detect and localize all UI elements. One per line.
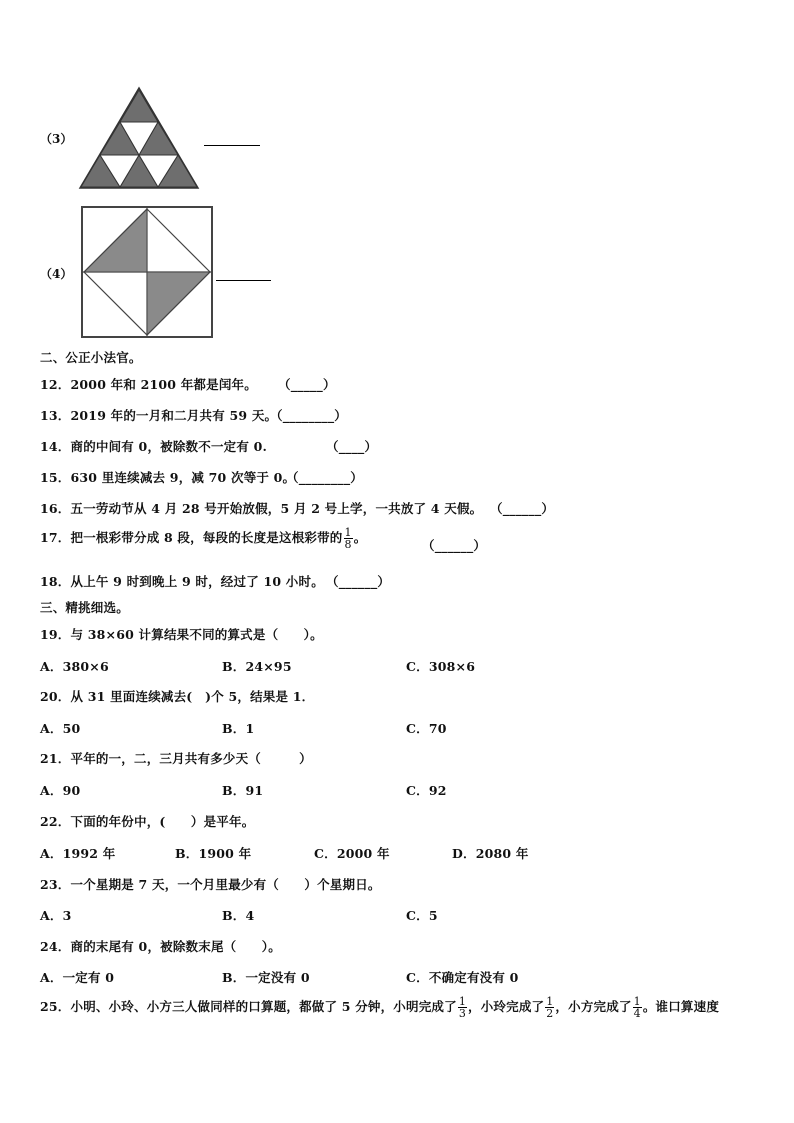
option-21-a[interactable]: A．90 [40, 783, 81, 798]
option-24-b[interactable]: B．一定没有 0 [222, 970, 310, 985]
question-21: 21．平年的一，二，三月共有多少天（ ） [40, 751, 312, 766]
answer-blank-18[interactable]: （______） [326, 574, 391, 589]
question-19: 19．与 38×60 计算结果不同的算式是（ ）。 [40, 627, 323, 642]
question-14: 14．商的中间有 0，被除数不一定有 0. [40, 439, 268, 454]
section-2-title: 二、公正小法官。 [40, 350, 142, 365]
section-3-title: 三、精挑细选。 [40, 600, 129, 615]
question-16: 16．五一劳动节从 4 月 28 号开始放假，5 月 2 号上学，一共放了 4 天假。 [40, 501, 483, 516]
option-24-a[interactable]: A．一定有 0 [40, 970, 115, 985]
fraction-one-half: $\frac{1}{2}$ [546, 995, 554, 1020]
question-24: 24．商的末尾有 0，被除数末尾（ ）。 [40, 939, 281, 954]
question-25-part-4: 。谁口算速度 [642, 999, 720, 1014]
option-19-b[interactable]: B．24×95 [222, 659, 292, 674]
figure-4-answer-line[interactable] [216, 280, 271, 281]
question-25-part-3: ，小方完成了 [555, 999, 632, 1014]
question-18: 18．从上午 9 时到晚上 9 时，经过了 10 小时。 [40, 574, 324, 589]
figure-3-triangle [78, 86, 200, 190]
fraction-one-quarter: $\frac{1}{4}$ [633, 995, 641, 1020]
option-23-c[interactable]: C．5 [406, 908, 438, 923]
figure-4-square [79, 204, 215, 340]
option-23-b[interactable]: B．4 [222, 908, 255, 923]
fraction-one-third: $\frac{1}{3}$ [458, 995, 467, 1020]
answer-blank-15[interactable]: （________） [286, 470, 364, 485]
question-15: 15．630 里连续减去 9，减 70 次等于 0。 [40, 470, 296, 485]
option-21-c[interactable]: C．92 [406, 783, 447, 798]
option-24-c[interactable]: C．不确定有没有 0 [406, 970, 519, 985]
question-17-text: 17．把一根彩带分成 8 段，每段的长度是这根彩带的 [40, 530, 343, 545]
figure-4-label: （4） [40, 267, 73, 281]
option-20-a[interactable]: A．50 [40, 721, 81, 736]
option-23-a[interactable]: A．3 [40, 908, 72, 923]
option-19-c[interactable]: C．308×6 [406, 659, 476, 674]
option-22-b[interactable]: B．1900 年 [175, 846, 252, 861]
question-12: 12．2000 年和 2100 年都是闰年。 [40, 377, 257, 392]
question-17: 17．把一根彩带分成 8 段，每段的长度是这根彩带的 $\frac{1}{8}$ 。 [40, 526, 367, 551]
question-23: 23．一个星期是 7 天，一个月里最少有（ ）个星期日。 [40, 877, 381, 892]
question-22: 22．下面的年份中，( ）是平年。 [40, 814, 255, 829]
option-19-a[interactable]: A．380×6 [40, 659, 109, 674]
answer-blank-16[interactable]: （______） [490, 501, 555, 516]
option-22-c[interactable]: C．2000 年 [314, 846, 390, 861]
answer-blank-14[interactable]: （____） [326, 439, 378, 454]
question-25-part-1: 25．小明、小玲、小方三人做同样的口算题，都做了 5 分钟，小明完成了 [40, 999, 457, 1014]
question-13: 13．2019 年的一月和二月共有 59 天。 [40, 408, 278, 423]
option-20-b[interactable]: B．1 [222, 721, 255, 736]
option-21-b[interactable]: B．91 [222, 783, 264, 798]
answer-blank-13[interactable]: （________） [270, 408, 348, 423]
option-22-a[interactable]: A．1992 年 [40, 846, 116, 861]
question-25 [40, 996, 719, 1019]
answer-blank-17[interactable]: （______） [422, 538, 487, 553]
option-20-c[interactable]: C．70 [406, 721, 447, 736]
question-25-part-2: ，小玲完成了 [468, 999, 545, 1014]
figure-3-label: （3） [40, 132, 73, 146]
answer-blank-12[interactable]: （_____） [278, 377, 336, 392]
fraction-one-eighth: $\frac{1}{8}$ [344, 526, 352, 551]
option-22-d[interactable]: D．2080 年 [452, 846, 529, 861]
question-20: 20．从 31 里面连续减去( )个 5，结果是 1． [40, 689, 315, 704]
figure-3-answer-line[interactable] [204, 145, 260, 146]
